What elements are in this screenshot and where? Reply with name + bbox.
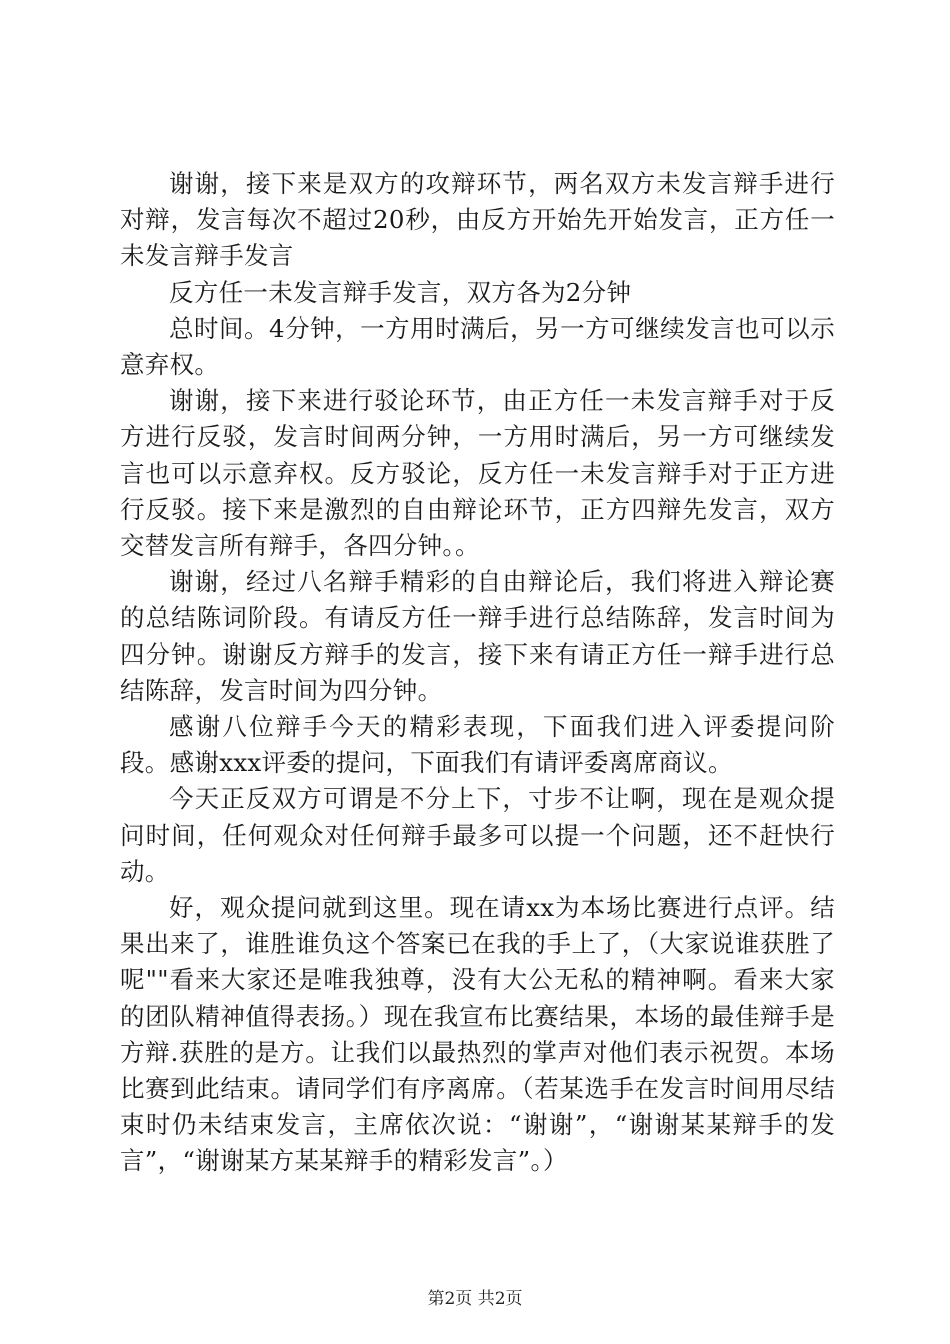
paragraph-closing-statements: 谢谢，经过八名辩手精彩的自由辩论后，我们将进入辩论赛的总结陈词阶段。有请反方任一辩手进行总结陈辞，发言时间为四分钟。谢谢反方辩手的发言，接下来有请正方任一辩手进行总结陈辞，发言时间为四分钟。 bbox=[120, 567, 835, 705]
page-footer: 第2页 共2页 bbox=[427, 1289, 523, 1309]
paragraph-total-time: 总时间。4分钟，一方用时满后，另一方可继续发言也可以示意弃权。 bbox=[120, 313, 835, 380]
paragraph-results-and-closing: 好，观众提问就到这里。现在请xx为本场比赛进行点评。结果出来了，谁胜谁负这个答案已在我的手上了，（大家说谁获胜了呢""看来大家还是唯我独尊，没有大公无私的精神啊。看来大家的团队精神值得表扬。）现在我宣布比赛结果，本场的最佳辩手是方辩.获胜的是方。让我们以最热烈的掌声对他们表示祝贺。本场比赛到此结束。请同学们有序离席。（若某选手在发言时间用尽结束时仍未结束发言，主席依次说：“谢谢”，“谢谢某某辩手的发言”，“谢谢某方某某辩手的精彩发言”。） bbox=[120, 893, 835, 1176]
document-body bbox=[120, 166, 835, 1180]
paragraph-attack-debate: 谢谢，接下来是双方的攻辩环节，两名双方未发言辩手进行对辩，发言每次不超过20秒，由反方开始先开始发言，正方任一未发言辩手发言 bbox=[120, 169, 835, 271]
paragraph-audience-questions: 今天正反双方可谓是不分上下，寸步不让啊，现在是观众提问时间，任何观众对任何辩手最多可以提一个问题，还不赶快行动。 bbox=[120, 784, 835, 886]
paragraph-judge-questions: 感谢八位辩手今天的精彩表现，下面我们进入评委提问阶段。感谢xxx评委的提问，下面我们有请评委离席商议。 bbox=[120, 712, 835, 778]
paragraph-opponent-speech: 反方任一未发言辩手发言，双方各为2分钟 bbox=[169, 277, 632, 307]
paragraph-rebuttal-and-free-debate: 谢谢，接下来进行驳论环节，由正方任一未发言辩手对于反方进行反驳，发言时间两分钟，一方用时满后，另一方可继续发言也可以示意弃权。反方驳论，反方任一未发言辩手对于正方进行反驳。接下来是激烈的自由辩论环节，正方四辩先发言，双方交替发言所有辩手，各四分钟。。 bbox=[120, 386, 835, 561]
